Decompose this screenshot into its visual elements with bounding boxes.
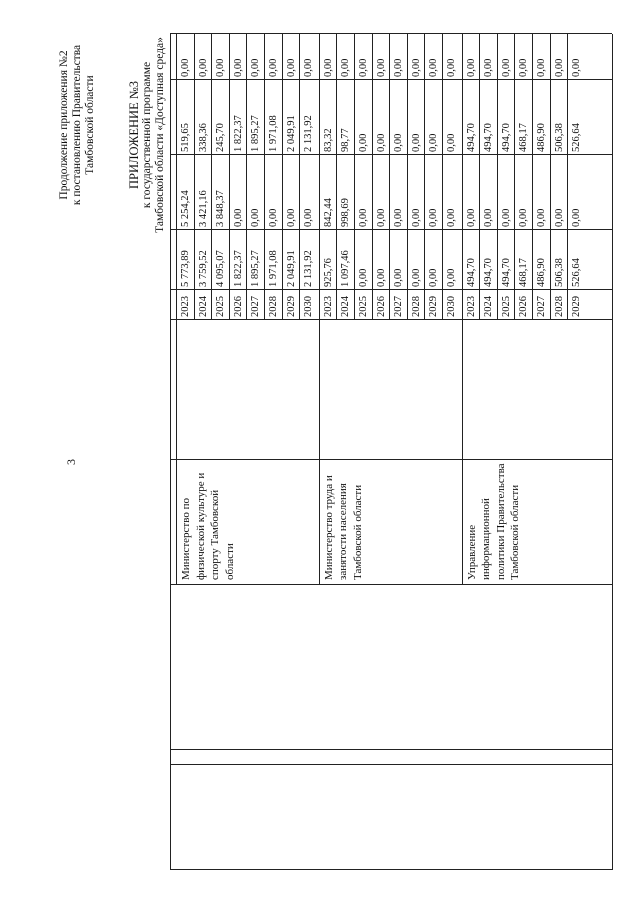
continuation-line-2: к постановлению Правительства <box>71 44 83 206</box>
appendix-line-3: Тамбовской области «Доступная среда» <box>154 37 166 233</box>
col-divider <box>170 229 612 230</box>
value-cell: 1 895,27 <box>250 115 262 152</box>
value-cell: 0,00 <box>393 208 405 227</box>
value-cell: 1 097,46 <box>340 250 352 287</box>
year-cell: 2025 <box>358 296 369 317</box>
value-cell: 0,00 <box>340 58 352 77</box>
year-cell: 2028 <box>553 296 565 317</box>
value-cell: 83,32 <box>322 128 334 152</box>
block-separator <box>462 34 463 585</box>
row-line <box>497 34 498 320</box>
value-cell: 506,38 <box>553 123 565 152</box>
org-name: Управление информационной политики Правительства Тамбовской области <box>465 463 522 580</box>
value-cell: 0,00 <box>465 58 477 77</box>
row-line <box>229 34 230 320</box>
value-cell: 0,00 <box>428 268 440 287</box>
year-cell: 2029 <box>571 296 583 317</box>
value-cell: 0,00 <box>465 208 477 227</box>
row-line <box>389 34 390 320</box>
value-cell: 4 095,07 <box>215 250 227 287</box>
value-cell: 0,00 <box>500 208 512 227</box>
row-line <box>532 34 533 320</box>
value-cell: 506,38 <box>553 258 565 287</box>
year-cell: 2027 <box>536 296 547 317</box>
value-cell: 0,00 <box>571 208 583 227</box>
row-line <box>372 34 373 320</box>
value-cell: 998,69 <box>340 198 352 227</box>
value-cell: 1 971,08 <box>268 115 279 152</box>
value-cell: 5 773,89 <box>180 250 191 287</box>
col-divider <box>170 764 612 765</box>
col-divider <box>170 319 612 320</box>
value-cell: 494,70 <box>500 123 512 152</box>
continuation-note <box>58 10 97 240</box>
value-cell: 0,00 <box>483 58 495 77</box>
year-cell: 2023 <box>322 296 334 317</box>
value-cell: 1 895,27 <box>250 250 262 287</box>
value-cell: 0,00 <box>553 58 565 77</box>
value-cell: 0,00 <box>375 268 387 287</box>
value-cell: 519,65 <box>180 123 191 152</box>
value-cell: 0,00 <box>410 268 422 287</box>
year-cell: 2030 <box>303 296 315 317</box>
value-cell: 0,00 <box>518 208 530 227</box>
value-cell: 0,00 <box>536 58 547 77</box>
year-cell: 2028 <box>410 296 422 317</box>
value-cell: 0,00 <box>446 58 457 77</box>
value-cell: 0,00 <box>358 208 369 227</box>
row-line <box>442 34 443 320</box>
table-left-border <box>170 869 612 870</box>
value-cell: 0,00 <box>322 58 334 77</box>
value-cell: 0,00 <box>518 58 530 77</box>
value-cell: 0,00 <box>180 58 191 77</box>
year-cell: 2026 <box>232 296 244 317</box>
block-separator <box>319 34 320 585</box>
value-cell: 526,64 <box>571 123 583 152</box>
row-line <box>336 34 337 320</box>
row-line <box>282 34 283 320</box>
value-cell: 98,77 <box>340 128 352 152</box>
value-cell: 0,00 <box>268 58 279 77</box>
org-name: Министерство по физической культуре и спорту Тамбовской области <box>180 472 236 580</box>
year-cell: 2026 <box>518 296 530 317</box>
value-cell: 0,00 <box>410 133 422 152</box>
table-right-border <box>170 33 612 34</box>
header-divider <box>176 34 177 585</box>
value-cell: 2 049,91 <box>285 250 297 287</box>
col-divider <box>170 289 612 290</box>
value-cell: 245,70 <box>215 123 227 152</box>
value-cell: 486,90 <box>536 258 547 287</box>
value-cell: 1 971,08 <box>268 250 279 287</box>
value-cell: 0,00 <box>393 133 405 152</box>
value-cell: 0,00 <box>410 208 422 227</box>
value-cell: 0,00 <box>571 58 583 77</box>
row-line <box>211 34 212 320</box>
year-cell: 2023 <box>465 296 477 317</box>
value-cell: 5 254,24 <box>180 190 191 227</box>
year-cell: 2027 <box>393 296 405 317</box>
row-line <box>424 34 425 320</box>
value-cell: 3 759,52 <box>197 250 209 287</box>
value-cell: 842,44 <box>322 198 334 227</box>
value-cell: 3 421,16 <box>197 190 209 227</box>
value-cell: 0,00 <box>375 133 387 152</box>
appendix-line-2: к государственной программе <box>141 61 153 209</box>
value-cell: 0,00 <box>375 58 387 77</box>
value-cell: 0,00 <box>553 208 565 227</box>
value-cell: 0,00 <box>358 268 369 287</box>
year-cell: 2024 <box>340 296 352 317</box>
value-cell: 0,00 <box>428 58 440 77</box>
value-cell: 925,76 <box>322 258 334 287</box>
value-cell: 0,00 <box>268 208 279 227</box>
value-cell: 0,00 <box>500 58 512 77</box>
year-cell: 2024 <box>197 296 209 317</box>
table-bottom-border <box>612 34 613 870</box>
value-cell: 0,00 <box>393 58 405 77</box>
value-cell: 486,90 <box>536 123 547 152</box>
value-cell: 0,00 <box>358 58 369 77</box>
value-cell: 0,00 <box>536 208 547 227</box>
value-cell: 0,00 <box>428 208 440 227</box>
value-cell: 2 049,91 <box>285 115 297 152</box>
value-cell: 1 822,37 <box>232 115 244 152</box>
value-cell: 0,00 <box>215 58 227 77</box>
year-cell: 2029 <box>428 296 440 317</box>
row-line <box>407 34 408 320</box>
value-cell: 0,00 <box>232 58 244 77</box>
year-cell: 2023 <box>180 296 191 317</box>
year-cell: 2028 <box>268 296 279 317</box>
value-cell: 338,36 <box>197 123 209 152</box>
value-cell: 0,00 <box>446 133 457 152</box>
value-cell: 494,70 <box>465 123 477 152</box>
row-line <box>550 34 551 320</box>
value-cell: 0,00 <box>428 133 440 152</box>
value-cell: 0,00 <box>358 133 369 152</box>
year-cell: 2030 <box>446 296 457 317</box>
value-cell: 468,17 <box>518 123 530 152</box>
table-top-border <box>170 34 171 870</box>
continuation-line-3: Тамбовской области <box>84 75 96 175</box>
value-cell: 0,00 <box>197 58 209 77</box>
appendix-title <box>128 10 167 260</box>
value-cell: 0,00 <box>285 58 297 77</box>
row-line <box>299 34 300 320</box>
row-line <box>479 34 480 320</box>
value-cell: 468,17 <box>518 258 530 287</box>
value-cell: 494,70 <box>500 258 512 287</box>
year-cell: 2026 <box>375 296 387 317</box>
row-line <box>567 34 568 320</box>
row-line <box>264 34 265 320</box>
value-cell: 0,00 <box>375 208 387 227</box>
value-cell: 0,00 <box>446 208 457 227</box>
value-cell: 1 822,37 <box>232 250 244 287</box>
row-line <box>514 34 515 320</box>
value-cell: 0,00 <box>285 208 297 227</box>
value-cell: 494,70 <box>465 258 477 287</box>
value-cell: 0,00 <box>303 58 315 77</box>
col-divider <box>170 154 612 155</box>
value-cell: 2 131,92 <box>303 115 315 152</box>
row-line <box>354 34 355 320</box>
value-cell: 0,00 <box>303 208 315 227</box>
page-number: 3 <box>64 459 78 465</box>
value-cell: 0,00 <box>250 208 262 227</box>
value-cell: 0,00 <box>483 208 495 227</box>
org-name: Министерство труда и занятости населения Тамбовской области <box>322 475 364 580</box>
value-cell: 494,70 <box>483 123 495 152</box>
row-line <box>194 34 195 320</box>
year-cell: 2029 <box>285 296 297 317</box>
value-cell: 3 848,37 <box>215 190 227 227</box>
year-cell: 2024 <box>483 296 495 317</box>
year-cell: 2027 <box>250 296 262 317</box>
appendix-line-1: ПРИЛОЖЕНИЕ №3 <box>127 80 141 190</box>
col-divider <box>170 79 612 80</box>
value-cell: 526,64 <box>571 258 583 287</box>
value-cell: 0,00 <box>393 268 405 287</box>
year-cell: 2025 <box>500 296 512 317</box>
continuation-line-1: Продолжение приложения №2 <box>58 50 70 200</box>
value-cell: 0,00 <box>232 208 244 227</box>
year-cell: 2025 <box>215 296 227 317</box>
row-line <box>246 34 247 320</box>
value-cell: 0,00 <box>410 58 422 77</box>
value-cell: 2 131,92 <box>303 250 315 287</box>
col-divider <box>170 749 612 750</box>
value-cell: 0,00 <box>446 268 457 287</box>
value-cell: 0,00 <box>250 58 262 77</box>
value-cell: 494,70 <box>483 258 495 287</box>
col-divider <box>170 584 612 585</box>
